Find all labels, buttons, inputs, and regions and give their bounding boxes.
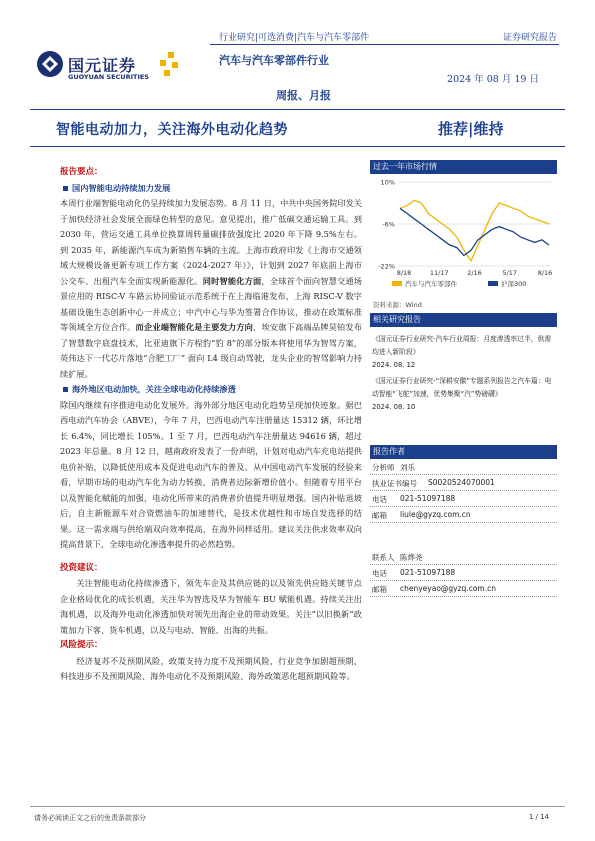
phone-value: 021-51097188	[400, 494, 456, 503]
invest-label: 投资建议：	[60, 562, 103, 573]
para-text: ，全球首个面向智慧交通场景应用的 RISC-V 车路云协同验证示范系统于在上海临港发布，上海 RISC-V 数字基础设施生态创新中心一并成立；中汽中心与华为签署合作协议，推动在政策标准等领域全方位合作。	[60, 275, 362, 332]
email-row	[370, 507, 557, 523]
related-report-date: 2024. 08. 12	[372, 361, 416, 369]
paragraph-invest: 关注智能电动化持续渗透下，领先车企及其供应链的以及领先供应链关键节点企业格局优化的成长机遇，关注华为智选及华为智能车 BU 赋能机遇。持续关注出海机遇，以及海外电动化渗透加快对领先出海企业的带动效果。关注“以旧换新”政策加力下客、货车机遇，以及与电动、智能、出海的共振。	[60, 578, 362, 635]
sidebar	[370, 160, 557, 597]
logo-text-en: GUOYUAN SECURITIES	[68, 73, 149, 81]
report-title: 智能电动加力，关注海外电动化趋势	[56, 122, 288, 138]
related-report-link[interactable]: 《国元证券行业研究-“深耕安徽”专题系列报告之汽车篇：电动智能“飞舵”加速，优势集聚“汽”势磅礴》	[372, 377, 552, 398]
chart-y-tick-label: -6%	[382, 220, 395, 229]
related-report-date: 2024. 08. 10	[372, 403, 416, 411]
related-report-link[interactable]: 《国元证券行业研究-汽车行业周报：月度渗透率过半，供需均进入新阶段》	[372, 335, 552, 356]
rating: 推荐|维持	[438, 120, 504, 138]
subheading-text: 国内智能电动持续加力发展	[72, 182, 171, 193]
bullet-square-icon	[63, 186, 68, 191]
subheading-domestic	[60, 181, 362, 197]
report-kind: 周报、月报	[276, 89, 331, 102]
chart-y-tick-label: 10%	[380, 178, 395, 187]
chart-x-tick-label: 8/18	[396, 269, 412, 277]
subheading-text: 海外地区电动加快，关注全球电动化持续渗透	[72, 384, 236, 394]
email-label: 邮箱	[372, 511, 387, 520]
para-text: 本周行业端智能电动化仍呈持续加力发展态势。8 月 11 日，中共中央国务院印发关于加快经济社会发展全面绿色转型的意见。意见提出，推广低碳交通运输工具。到 2030 年，营运交通工具单位换算周转量碳排放强度比 2020 年下降 9.5%左右。到 2035 年，新能源汽车成为新销售车辆的主流。上海市政府印发《上海市交通领域大规模设备更新专项工作方案（2024-2027 年）》，计划到 2027 年底前上海市公交车、出租汽车全面实现新能源化。	[60, 198, 362, 286]
email-link[interactable]: chenyeyao@gyzq.com.cn	[400, 584, 496, 593]
analyst-label: 分析师	[372, 463, 395, 472]
subheading-overseas	[60, 382, 362, 398]
chart-y-tick-label: -22%	[378, 262, 395, 271]
para-bold: 而企业端智能化是主要发力方向	[135, 322, 254, 332]
chart-legend-label: 沪深300	[501, 280, 527, 288]
phone-value: 021-51097188	[400, 568, 456, 577]
para-bold: 同时智能化方面	[202, 275, 262, 286]
footer-divider	[30, 806, 565, 807]
email-row	[370, 581, 557, 597]
contact-row	[370, 549, 557, 565]
header-categories: 行业研究|可选消费|汽车与汽车零部件	[219, 33, 370, 43]
cert-label: 执业证书编号	[372, 479, 417, 488]
report-date: 2024 年 08 月 19 日	[447, 74, 539, 85]
chart-legend-label: 汽车与汽车零部件	[405, 280, 457, 288]
email-link[interactable]: liule@gyzq.com.cn	[400, 510, 471, 519]
summary-label: 报告要点：	[60, 167, 103, 177]
chart-legend-swatch	[392, 281, 402, 286]
chart-x-tick-label: 11/17	[429, 269, 449, 277]
footer-disclaimer: 请务必阅读正文之后的免责条款部分	[34, 814, 146, 822]
para-text: ，埃安旗下高端品牌昊铂发布了智慧数字底盘技术，比亚迪旗下方程豹“豹 8”的部分版本将使用华为智驾方案，英伟达下一代芯片落地“合肥工厂” 面向 L4 级自动驾驶，龙头企业的智驾影响力持续扩展。	[60, 322, 362, 379]
analyst-name: 刘乐	[400, 463, 415, 472]
paragraph-overseas: 除国内继续有序推进电动化发展外。海外部分地区电动化趋势呈现加快迹象。据巴西电动汽车协会（ABVE），今年 7 月，巴西电动汽车注册量达 15312 辆，环比增长 6.4%，同比增长 105%。1 至 7 月，巴西电动汽车注册量达 94616 辆，超过 2023 年总量。8 月 12 日，越南政府发表了一份声明，计划对电动汽车充电站提供电价补贴，以降低使用成本及促进电动汽车的普及。从中国电动汽车发展的经验来看，早期市场的电动汽车化为动力转换，消费者边际新增价值小。但随着专用平台以及智能化赋能的加强，电动化所带来的消费者价值提升明显增强。国内补贴退坡后，自主新能源车对合资燃油车的加速替代，是技术优越性和市场自发选择的结果。这一需求端与供给端双向效率提高，在海外同样适用。建议关注供求效率双向提高背景下，全球电动化渗透率提升的必然趋势。	[60, 399, 362, 549]
cert-number: S0020524070001	[428, 478, 495, 487]
header-divider	[210, 44, 559, 45]
logo-mark-icon	[36, 50, 64, 78]
page-number: 1 / 14	[528, 813, 549, 821]
chart-x-tick-label: 5/17	[502, 269, 518, 277]
author-section-title: 报告作者	[370, 445, 557, 459]
bullet-square-icon	[63, 387, 68, 392]
chart-x-tick-label: 2/16	[467, 269, 482, 277]
market-chart	[370, 174, 557, 292]
chart-series-line	[400, 200, 549, 260]
logo-squares-icon	[158, 52, 182, 80]
chart-legend-swatch	[488, 281, 498, 286]
phone-label: 电话	[372, 569, 387, 578]
chart-x-tick-label: 8/16	[537, 269, 553, 277]
main-body	[60, 165, 362, 685]
paragraph-risk: 经济复苏不及预期风险，政策支持力度不及预期风险，行业竞争加剧超预期，科技进步不及预期风险、海外电动化不及预期风险、海外政策恶化超预期风险等。	[60, 655, 362, 681]
email-label: 邮箱	[372, 585, 387, 594]
risk-label: 风险提示：	[60, 640, 103, 650]
phone-label: 电话	[372, 495, 387, 504]
analyst-row	[370, 459, 557, 475]
report-type: 证券研究报告	[502, 33, 557, 43]
market-chart-svg	[370, 174, 557, 292]
contact-name: 陈烨尧	[400, 553, 423, 562]
phone-row	[370, 565, 557, 581]
contact-label: 联系人	[372, 553, 395, 562]
phone-row	[370, 491, 557, 507]
cert-row	[370, 475, 557, 491]
related-reports-title: 相关研究报告	[370, 313, 557, 327]
chart-source: 资料来源：Wind	[373, 301, 422, 309]
market-chart-title: 过去一年市场行情	[370, 160, 557, 174]
paragraph-domestic	[60, 196, 362, 382]
sector-title: 汽车与汽车零部件行业	[219, 54, 329, 67]
logo-text-cn: 国元证券	[68, 56, 137, 75]
